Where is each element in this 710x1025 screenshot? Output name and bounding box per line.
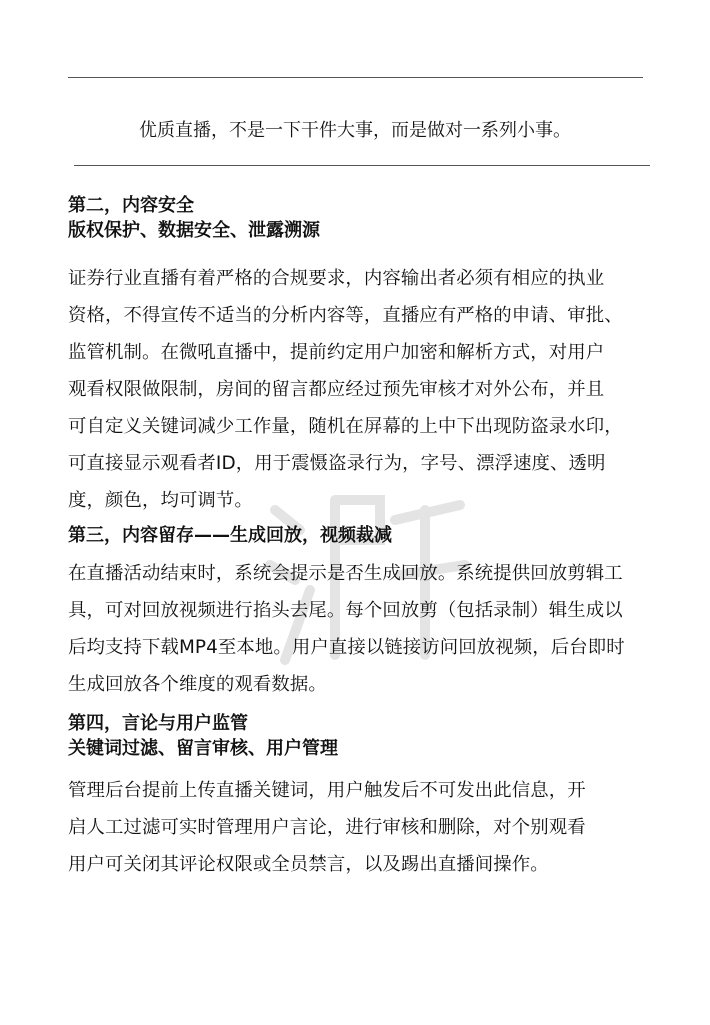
paragraph-line: 证券行业直播有着严格的合规要求，内容输出者必须有相应的执业 (68, 268, 605, 289)
section-2-heading (68, 193, 320, 243)
paragraph-line: 监管机制。在微吼直播中，提前约定用户加密和解析方式，对用户 (68, 342, 605, 363)
section-4-heading (68, 711, 338, 761)
paragraph-line: 可自定义关键词减少工作量，随机在屏幕的上中下出现防盗录水印， (68, 416, 623, 437)
section-3-title: 第三，内容留存——生成回放，视频裁减 (68, 525, 392, 546)
paragraph-line: 可直接显示观看者ID，用于震慑盗录行为，字号、漂浮速度、透明 (68, 453, 606, 474)
section-4-paragraph (68, 772, 586, 883)
paragraph-line: 用户可关闭其评论权限或全员禁言，以及踢出直播间操作。 (68, 854, 549, 875)
paragraph-line: 生成回放各个维度的观看数据。 (68, 674, 327, 695)
paragraph-line: 在直播活动结束时，系统会提示是否生成回放。系统提供回放剪辑工 (68, 563, 623, 584)
paragraph-line: 管理后台提前上传直播关键词，用户触发后不可发出此信息，开 (68, 780, 586, 801)
paragraph-line: 观看权限做限制，房间的留言都应经过预先审核才对外公布，并且 (68, 379, 605, 400)
section-4-title: 第四，言论与用户监管 (68, 713, 248, 734)
paragraph-line: 资格，不得宣传不适当的分析内容等，直播应有严格的申请、审批、 (68, 305, 623, 326)
quote-line: 优质直播，不是一下干件大事，而是做对一系列小事。 (139, 120, 571, 141)
watermark-graphic (255, 470, 475, 670)
paragraph-line: 度，颜色，均可调节。 (68, 490, 253, 511)
section-2-title: 第二，内容安全 (68, 195, 194, 216)
section-4-subtitle: 关键词过滤、留言审核、用户管理 (68, 738, 338, 759)
paragraph-line: 具，可对回放视频进行掐头去尾。每个回放剪（包括录制）辑生成以 (68, 600, 623, 621)
paragraph-line: 后均支持下载MP4至本地。用户直接以链接访问回放视频，后台即时 (68, 637, 625, 658)
bottom-divider (74, 165, 650, 166)
top-divider (68, 77, 643, 78)
section-2-subtitle: 版权保护、数据安全、泄露溯源 (68, 220, 320, 241)
paragraph-line: 启人工过滤可实时管理用户言论，进行审核和删除，对个别观看 (68, 817, 586, 838)
